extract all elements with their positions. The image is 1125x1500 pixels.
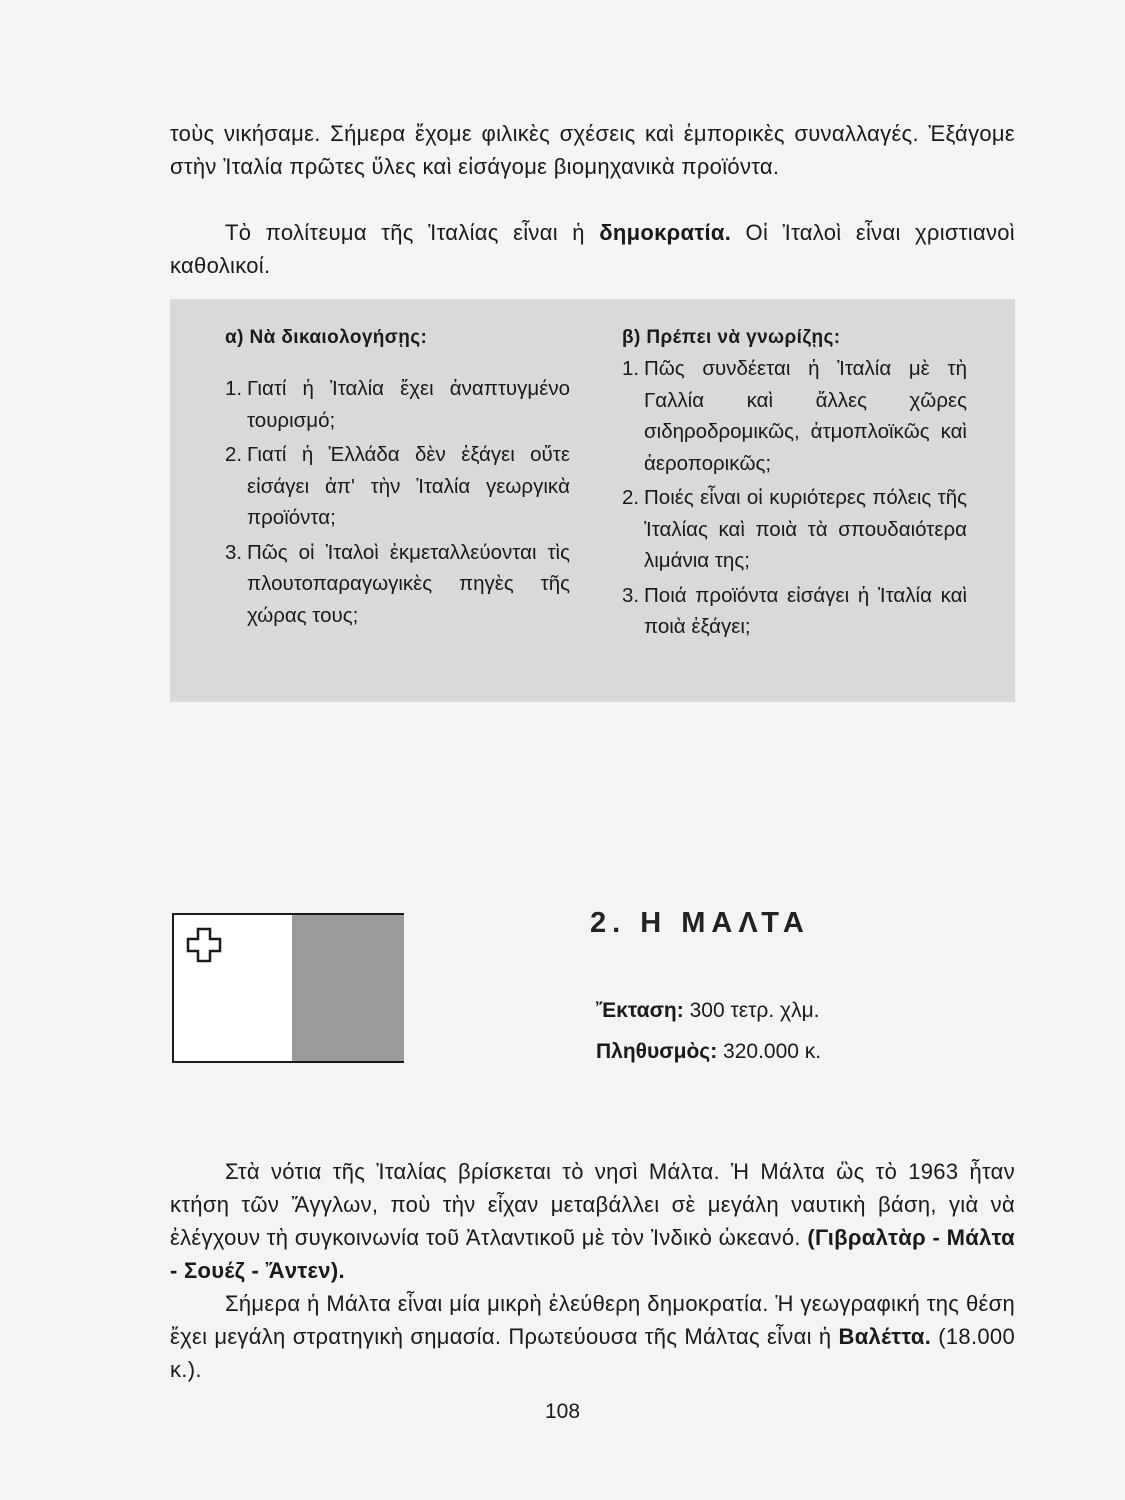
malta-text-1a: Στὰ νότια τῆς Ἰταλίας βρίσκεται τὸ νησὶ Μάλτα. Ἡ Μάλτα ὣς τὸ 1963 ἦταν κτήση τῶν Ἄγγλων, ποὺ τὴν εἶχαν μεταβάλλει σὲ μεγάλη ναυτικὴ βάση, γιὰ νὰ ἐλέγχουν τὴ συγκοινωνία τοῦ Ἀτλαντικοῦ μὲ τὸν Ἰνδικὸ ὠκεανό. (170, 1159, 1015, 1250)
exercise-right-title: β) Πρέπει νὰ γνωρίζῃς: (622, 327, 841, 348)
intro-text-1: τοὺς νικήσαμε. Σήμερα ἔχομε φιλικὲς σχέσεις καὶ ἐμπορικὲς συναλλαγές. Ἐξάγομε στὴν Ἰταλία πρῶτες ὕλες καὶ εἰσάγομε βιομηχανικὰ προϊόντα. (170, 121, 1015, 179)
exercise-right-item (622, 353, 967, 479)
intro-paragraph-2 (170, 216, 1015, 282)
item-text: Ποιά προϊόντα εἰσάγει ἡ Ἰταλία καὶ ποιὰ ἐξάγει; (644, 583, 967, 638)
malta-paragraph-2 (170, 1287, 1015, 1386)
population-label: Πληθυσμὸς: (596, 1040, 718, 1063)
exercise-column-right (622, 327, 967, 646)
exercise-left-item (225, 373, 570, 436)
population-value: 320.000 κ. (717, 1040, 822, 1063)
malta-bold-route: (Γιβραλτὰρ - Μάλτα - Σουέζ - Ἄντεν). (170, 1225, 1015, 1283)
malta-text-2a: Σήμερα ἡ Μάλτα εἶναι μία μικρὴ ἐλεύθερη δημοκρατία. Ἡ γεωγραφική της θέση ἔχει μεγάλη στρατηγικὴ σημασία. Πρωτεύουσα τῆς Μάλτας εἶναι ἡ (170, 1291, 1015, 1349)
exercise-left-title: α) Νὰ δικαιολογήσῃς: (225, 327, 428, 348)
item-number: 1. (225, 377, 243, 400)
intro-text-2c: Οἱ Ἰταλοὶ εἶναι χριστιανοὶ καθολικοί. (170, 220, 1015, 278)
exercise-box (170, 299, 1015, 702)
item-text: Γιατί ἡ Ἰταλία ἔχει ἀναπτυγμένο τουρισμό; (247, 377, 570, 432)
area-fact (596, 999, 820, 1023)
item-number: 2. (225, 443, 243, 466)
malta-bold-capital: Βαλέττα. (838, 1324, 932, 1349)
exercise-left-item (225, 439, 570, 534)
malta-flag (172, 913, 404, 1063)
exercise-right-item (622, 580, 967, 643)
item-text: Ποιές εἶναι οἱ κυριότερες πόλεις τῆς Ἰταλίας καὶ ποιὰ τὰ σπουδαιότερα λιμάνια της; (644, 486, 967, 572)
exercise-column-left (225, 327, 570, 634)
item-text: Πῶς συνδέεται ἡ Ἰταλία μὲ τὴ Γαλλία καὶ ἄλλες χῶρες σιδηροδρομικῶς, ἀτμοπλοϊκῶς καὶ ἀεροπορικῶς; (644, 357, 967, 475)
item-number: 2. (622, 486, 640, 509)
population-fact (596, 1040, 821, 1064)
section-heading: 2. Η ΜΑΛΤΑ (590, 907, 810, 939)
intro-bold-democracy: δημοκρατία. (599, 220, 732, 245)
malta-text-2c: (18.000 κ.). (170, 1324, 1015, 1382)
item-number: 3. (225, 540, 243, 564)
item-text: Πῶς οἱ Ἰταλοὶ ἐκμεταλλεύονται τὶς πλουτοπαραγωγικὲς πηγὲς τῆς χώρας τους; (247, 540, 570, 627)
malta-paragraph-1 (170, 1155, 1015, 1287)
intro-text-2a: Τὸ πολίτευμα τῆς Ἰταλίας εἶναι ἡ (225, 220, 600, 245)
item-number: 3. (622, 583, 640, 607)
flag-red-stripe (292, 915, 404, 1061)
george-cross-icon (186, 927, 222, 963)
item-number: 1. (622, 357, 640, 380)
area-value: 300 τετρ. χλμ. (683, 999, 820, 1022)
exercise-left-item (225, 537, 570, 632)
intro-paragraph-1 (170, 117, 1015, 183)
item-text: Γιατί ἡ Ἑλλάδα δὲν ἐξάγει οὔτε εἰσάγει ἀπ' τὴν Ἰταλία γεωργικὰ προϊόντα; (247, 443, 570, 529)
area-label: Ἔκταση: (596, 999, 684, 1022)
page-number: 108 (544, 1400, 581, 1423)
exercise-right-item (622, 482, 967, 577)
